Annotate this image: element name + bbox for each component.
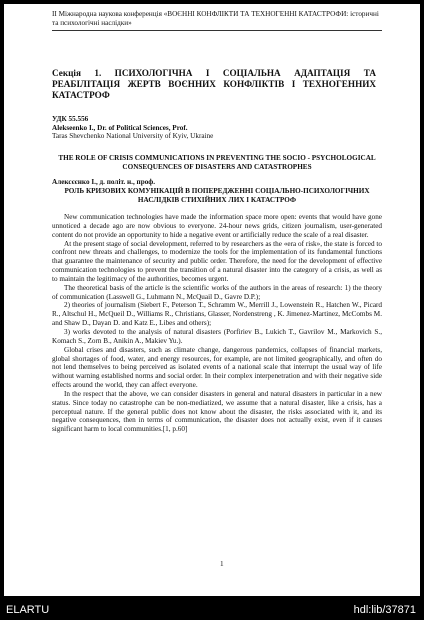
body-paragraph: The theoretical basis of the article is the scientific works of the authors in the areas of research: 1) the theory of communication (Lasswell G., Luhmann N., McQuail D., Gavre D.P.);	[52, 283, 382, 301]
body-paragraph: New communication technologies have made the information space more open: events that would have gone unnoticed a decade ago are now obvious to everyone. 24-hour news grids, citizen journalism, user-generated content do not provide an opportunity to hide a negative event or artificially reduce the scale of a real disaster.	[52, 213, 382, 239]
body-paragraph: At the present stage of social development, referred to by researchers as the «era of risk», the state is forced to confront new threats and challenges, to modernize the tools for the implementation of its fundamental functions that guarantee the maintenance of security and public order. Therefore, the need for the development of effective communication technologies to prevent the transition of a natural disaster into the category of a crisis, as well as to maintain the legitimacy of the authorities, becomes urgent.	[52, 239, 382, 283]
conference-header: ІІ Міжнародна наукова конференція «ВОЄННІ КОНФЛІКТИ ТА ТЕХНОГЕННІ КАТАСТРОФИ: історичні та психологічні наслідки»	[52, 10, 382, 31]
section-title: Секція 1. ПСИХОЛОГІЧНА І СОЦІАЛЬНА АДАПТАЦІЯ ТА РЕАБІЛІТАЦІЯ ЖЕРТВ ВОЄННИХ КОНФЛІКТІВ І ТЕХНОГЕННИХ КАТАСТРОФ	[52, 68, 376, 100]
author-line: Alekseenko I., Dr. of Political Sciences, Prof.	[52, 124, 188, 132]
article-title-ukrainian: РОЛЬ КРИЗОВИХ КОМУНІКАЦІЙ В ПОПЕРЕДЖЕННІ СОЦІАЛЬНО-ПСИХОЛОГІЧНИХ НАСЛІДКІВ СТИХІЙНИХ ЛИХ І КАТАСТРОФ	[64, 187, 370, 204]
body-paragraph: In the respect that the above, we can consider disasters in general and natural disasters in particular in a new status. Since today no catastrophe can be non-mediatized, we assume that a natural disaster, like a crisis, has a perceptual nature. If the general public does not know about the disaster, the risks associated with it, and its negative consequences, then in terms of communication, the disaster does not actually exist, even if it causes significant harm to local communities.[1, p.60]	[52, 389, 382, 434]
document-page	[4, 4, 420, 596]
article-title-english: THE ROLE OF CRISIS COMMUNICATIONS IN PREVENTING THE SOCIO - PSYCHOLOGICAL CONSEQUENCES OF DISASTERS AND CATASTROPHES	[58, 154, 376, 171]
page-number: 1	[220, 560, 224, 568]
affiliation: Taras Shevchenko National University of Kyiv, Ukraine	[52, 132, 214, 140]
author-line-ukrainian: Алексєєнко І., д. політ. н., проф.	[52, 178, 156, 186]
body-paragraph: 2) theories of journalism (Siebert F., Peterson T., Schramm W., Merrill J., Lowenstein R., Hatchen W., Picard R., Altschul H., McQueil D., Williams R., Christians, Glasser, Nordenstreng , K. Jimenez-Martinez, McCombs M. and Shaw D., Dayan D. and Katz E., Libes and others);	[52, 301, 382, 328]
article-body	[52, 213, 382, 434]
handle-identifier: hdl:lib/37871	[353, 604, 416, 616]
repository-name: ELARTU	[6, 604, 50, 616]
repository-footer	[0, 596, 424, 620]
body-paragraph: Global crises and disasters, such as climate change, dangerous pandemics, collapses of financial markets, global shortages of food, water, and energy resources, for example, are not limited geographically, and often do not lend themselves to being perceived as isolated events of a national scale that interrupt the usual way of life without warning established norms and social order. In their complex interpenetration and with their negative side effects around the world, they can affect everyone.	[52, 345, 382, 390]
udc-code: УДК 55.556	[52, 115, 89, 123]
body-paragraph: 3) works devoted to the analysis of natural disasters (Porfiriev B., Lukich T., Gavrilov M., Markovich S., Komach S., Zorn B., Anikin A., Makiev Yu.).	[52, 327, 382, 345]
